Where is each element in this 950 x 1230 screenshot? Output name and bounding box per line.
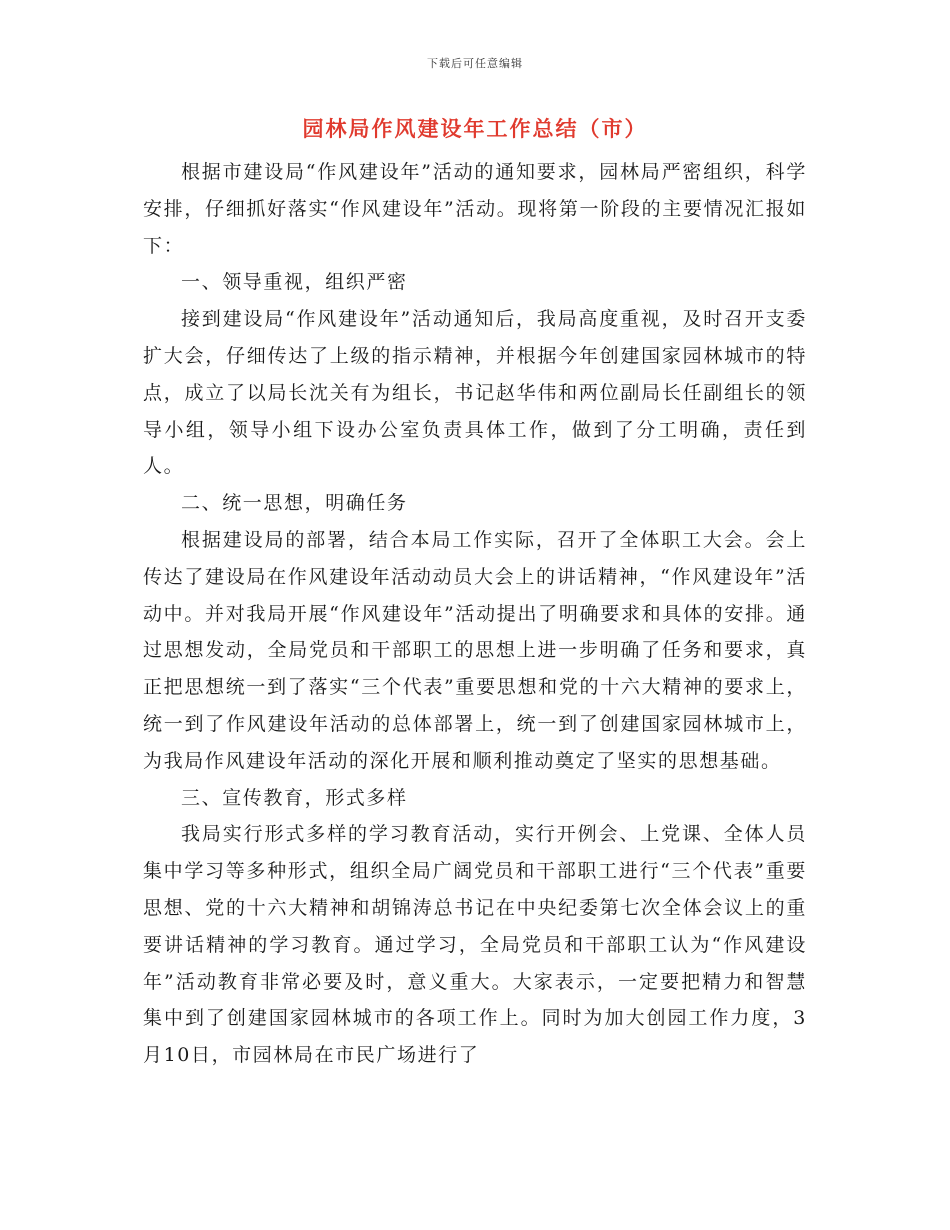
paragraph-section-3: 我局实行形式多样的学习教育活动，实行开例会、上党课、全体人员集中学习等多种形式，组织全局广阔党员和干部职工进行“三个代表”重要思想、党的十六大精神和胡锦涛总书记在中央纪委第七次全体会议上的重要讲话精神的学习教育。通过学习，全局党员和干部职工认为“作风建设年”活动教育非常必要及时，意义重大。大家表示，一定要把精力和智慧集中到了创建国家园林城市的各项工作上。同时为加大创园工作力度，3月10日，市园林局在市民广场进行了 [143,823,807,1067]
paragraph-intro: 根据市建设局“作风建设年”活动的通知要求，园林局严密组织，科学安排，仔细抓好落实“作风建设年”活动。现将第一阶段的主要情况汇报如下： [143,161,807,257]
document-title: 园林局作风建设年工作总结（市） [302,116,648,141]
document-body [143,154,807,1074]
paragraph-section-1: 接到建设局“作风建设年”活动通知后，我局高度重视，及时召开支委扩大会，仔细传达了上级的指示精神，并根据今年创建国家园林城市的特点，成立了以局长沈关有为组长，书记赵华伟和两位副局长任副组长的领导小组，领导小组下设办公室负责具体工作，做到了分工明确，责任到人。 [143,308,807,478]
page-header-note: 下载后可任意编辑 [427,57,523,70]
section-heading-3: 三、宣传教育，形式多样 [181,786,408,809]
paragraph-section-2: 根据建设局的部署，结合本局工作实际，召开了全体职工大会。会上传达了建设局在作风建设年活动动员大会上的讲话精神，“作风建设年”活动中。并对我局开展“作风建设年”活动提出了明确要求和具体的安排。通过思想发动，全局党员和干部职工的思想上进一步明确了任务和要求，真正把思想统一到了落实“三个代表”重要思想和党的十六大精神的要求上，统一到了作风建设年活动的总体部署上，统一到了创建国家园林城市上，为我局作风建设年活动的深化开展和顺利推动奠定了坚实的思想基础。 [143,528,807,772]
section-heading-1: 一、领导重视，组织严密 [181,271,408,294]
section-heading-2: 二、统一思想，明确任务 [181,492,408,515]
